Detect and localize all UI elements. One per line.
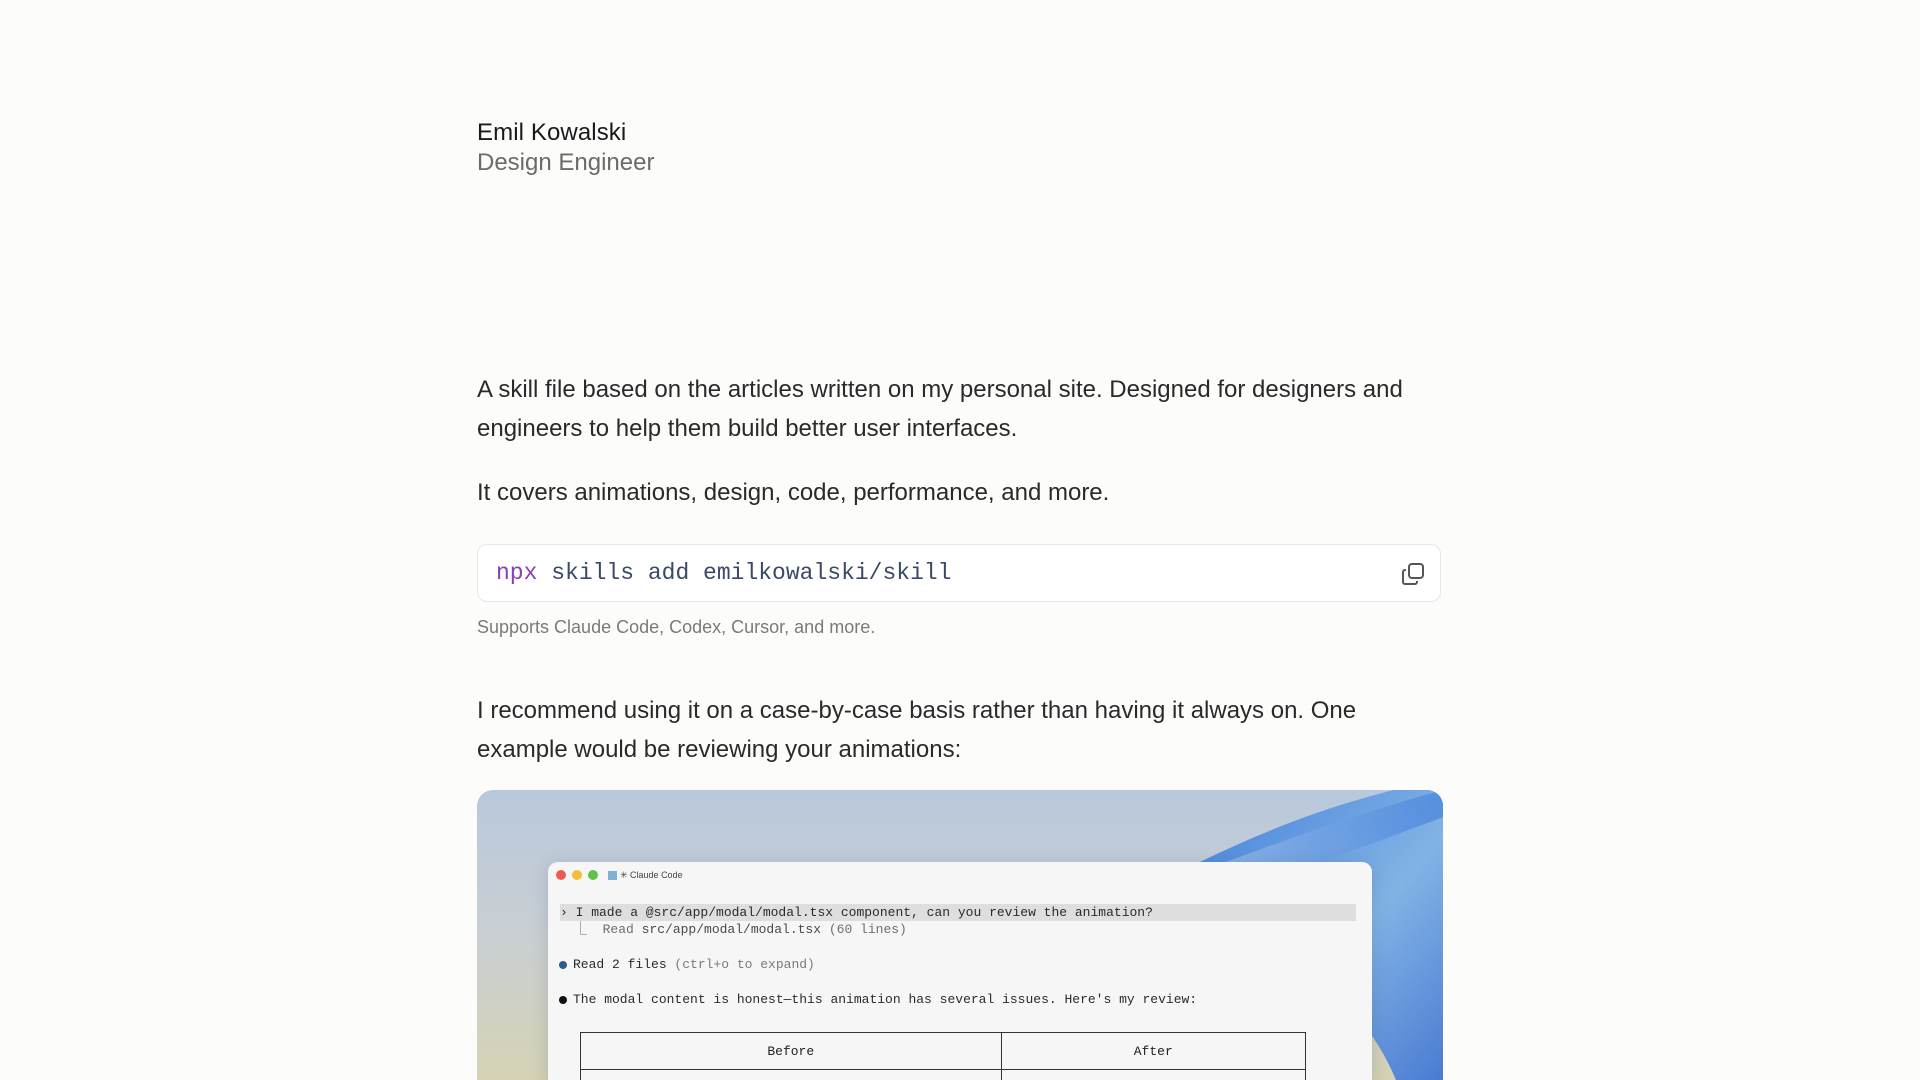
bullet-dot-icon xyxy=(559,961,567,969)
table-header-before: Before xyxy=(581,1033,1002,1070)
copy-button[interactable] xyxy=(1400,561,1426,587)
app-icon xyxy=(608,871,617,880)
maximize-window-icon xyxy=(588,870,598,880)
terminal-read-line xyxy=(574,921,907,938)
terminal-title: ✳ Claude Code xyxy=(620,870,683,880)
table-cell xyxy=(581,1070,1002,1080)
main-content xyxy=(477,118,1443,1059)
author-header xyxy=(477,118,1443,178)
animation-review-screenshot xyxy=(477,790,1443,1080)
bullet-dot-icon xyxy=(559,996,567,1004)
review-table xyxy=(580,1032,1306,1080)
terminal-titlebar xyxy=(556,868,683,882)
terminal-window xyxy=(548,862,1372,1080)
terminal-prompt: › I made a @src/app/modal/modal.tsx component, can you review the animation? xyxy=(560,905,1153,920)
bullet-1-text: Read 2 files xyxy=(573,957,667,972)
read-path: src/app/modal/modal.tsx xyxy=(641,922,822,937)
install-command[interactable] xyxy=(496,559,952,587)
supports-note: Supports Claude Code, Codex, Cursor, and more. xyxy=(477,617,876,637)
read-prefix: ⎿ Read xyxy=(574,922,642,937)
author-role: Design Engineer xyxy=(477,149,655,176)
copy-icon xyxy=(1400,561,1426,587)
close-window-icon xyxy=(556,870,566,880)
intro-paragraph-2: It covers animations, design, code, performance, and more. xyxy=(477,479,1110,506)
command-keyword: npx xyxy=(496,560,538,586)
bullet-1-hint: (ctrl+o to expand) xyxy=(666,957,815,972)
table-cell xyxy=(1001,1070,1306,1080)
intro-paragraph-1: A skill file based on the articles written on my personal site. Designed for designers and engineers to help them build better user interfaces. xyxy=(477,376,1403,442)
bullet-2-text: The modal content is honest—this animation has several issues. Here's my review: xyxy=(573,992,1198,1007)
table-row xyxy=(581,1070,1306,1080)
read-suffix: (60 lines) xyxy=(821,922,907,937)
recommendation-paragraph: I recommend using it on a case-by-case basis rather than having it always on. One example would be reviewing your animations: xyxy=(477,697,1357,763)
command-args: skills add emilkowalski/skill xyxy=(537,560,952,586)
table-header-after: After xyxy=(1001,1033,1306,1070)
install-command-box[interactable] xyxy=(477,544,1441,602)
terminal-bullet-review xyxy=(559,991,1197,1008)
terminal-bullet-read-files xyxy=(559,956,815,973)
minimize-window-icon xyxy=(572,870,582,880)
author-name: Emil Kowalski xyxy=(477,119,627,146)
